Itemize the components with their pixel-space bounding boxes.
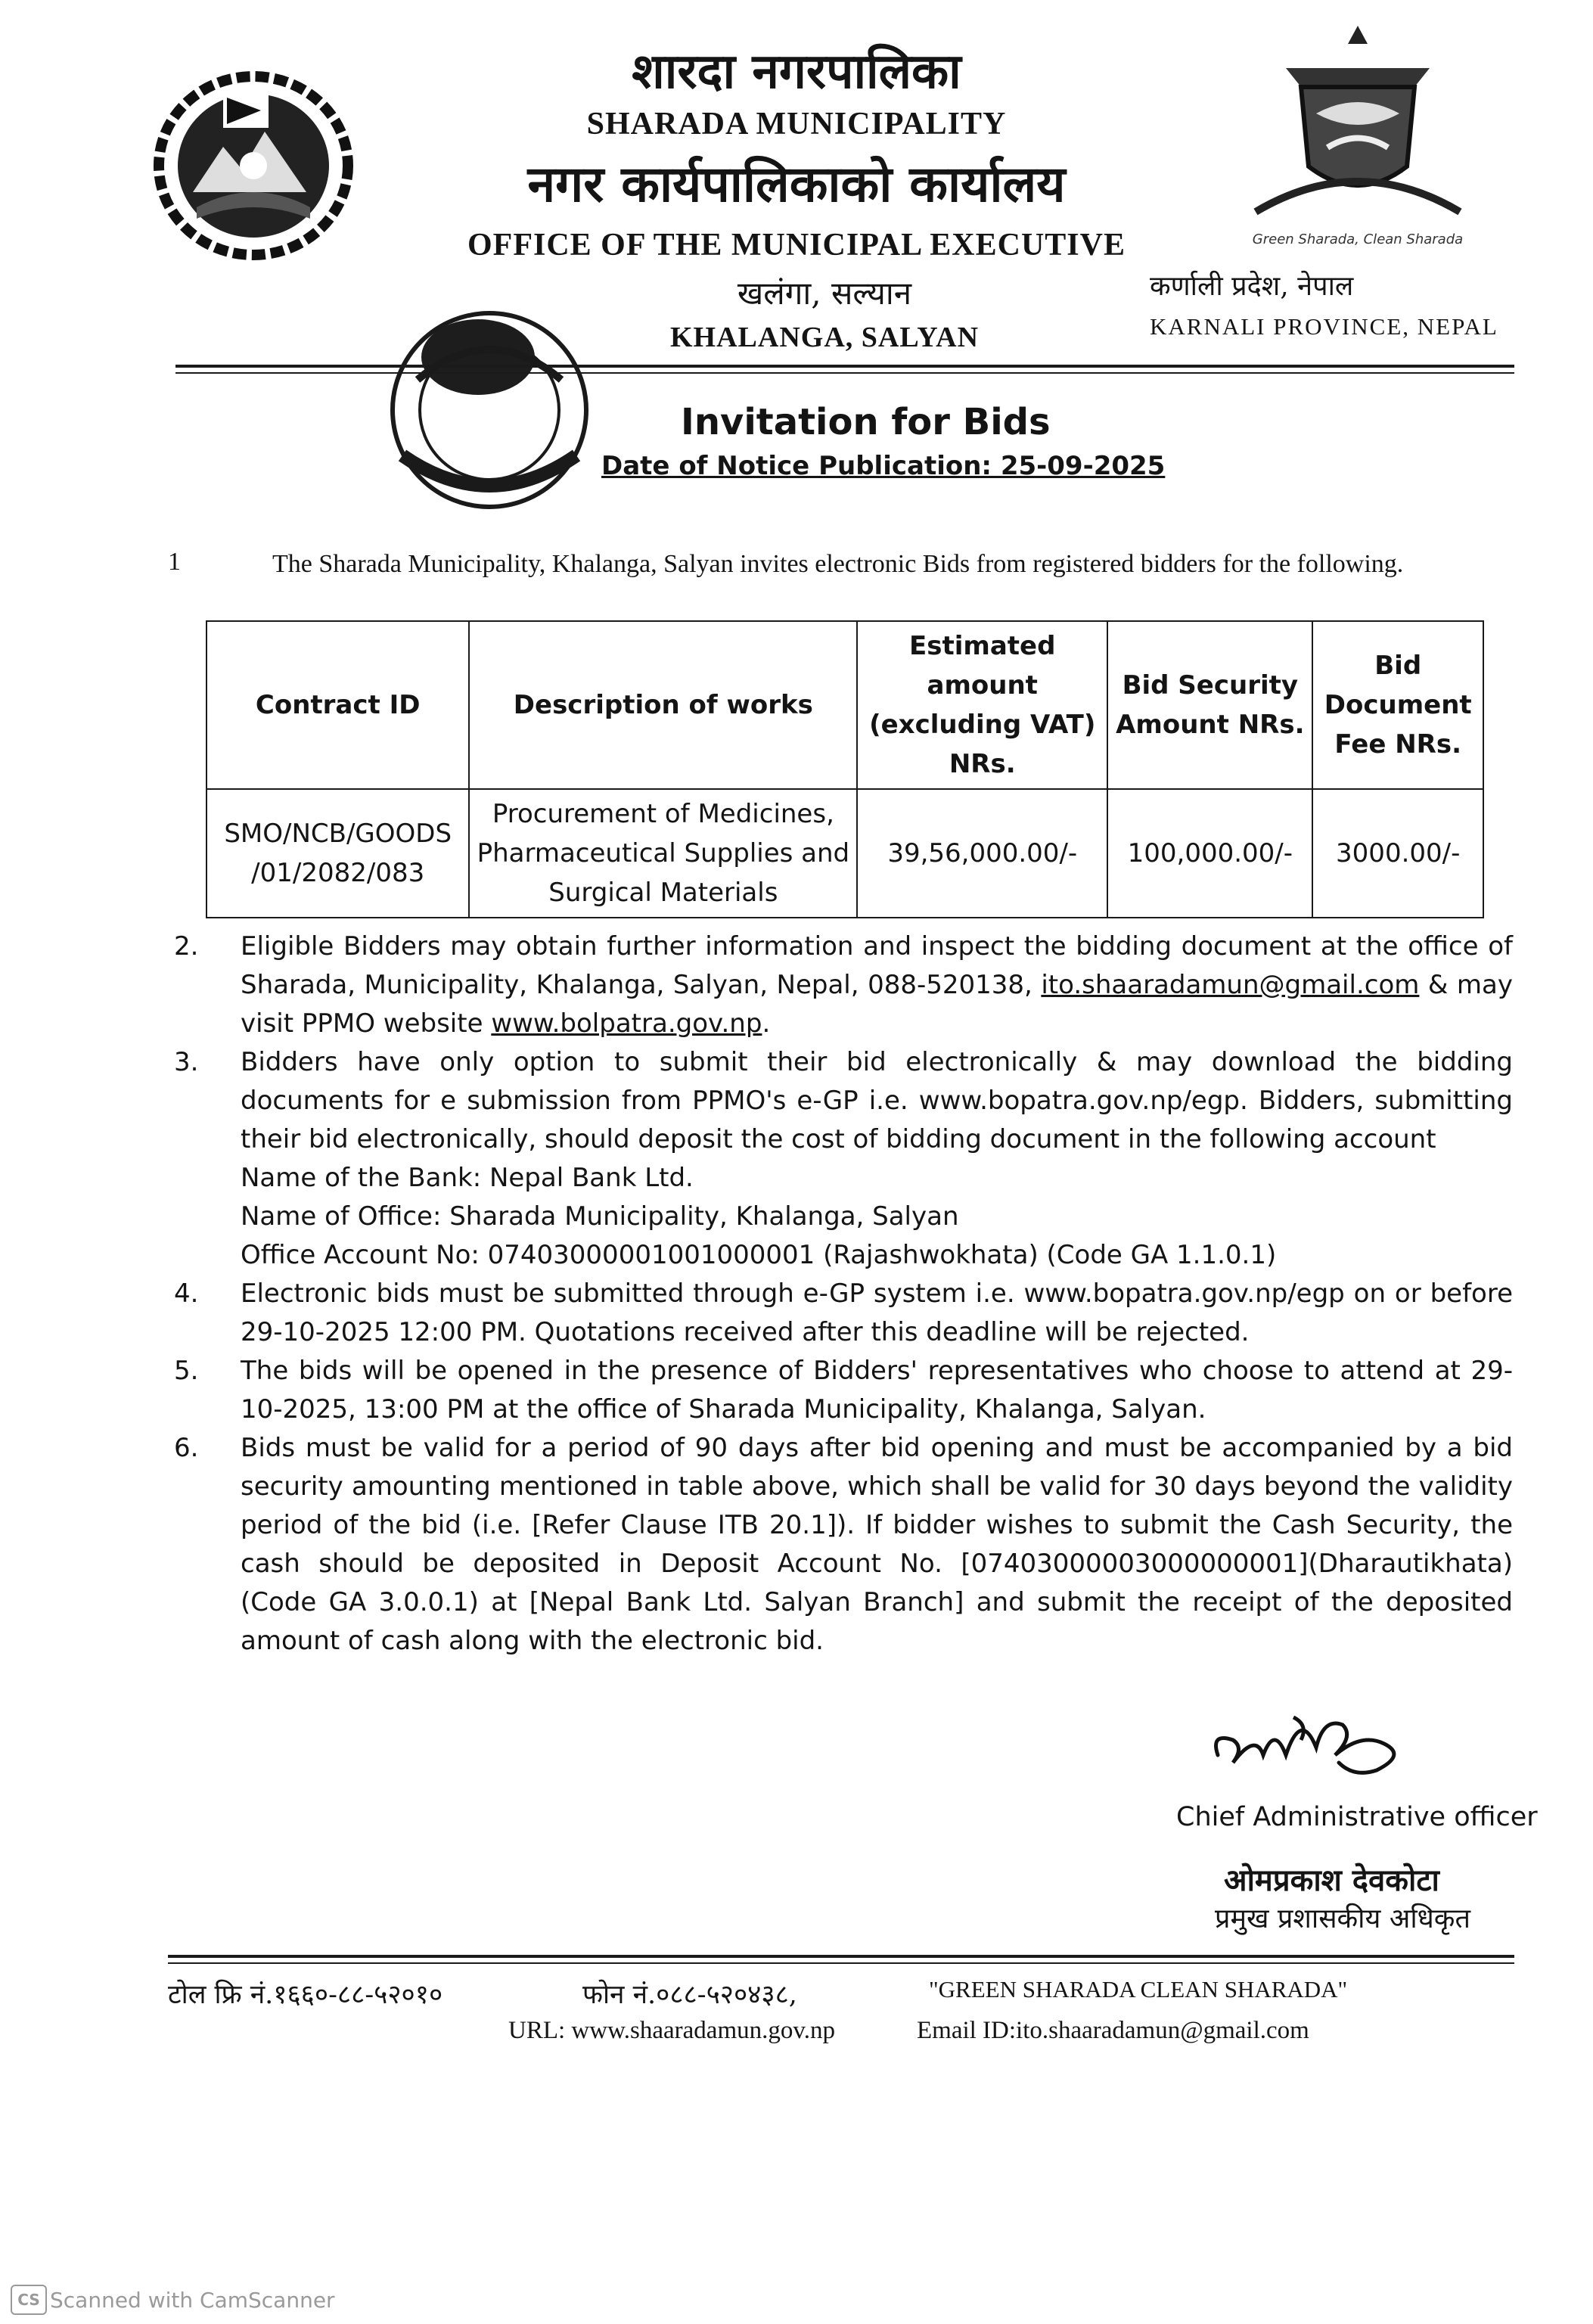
office-phone: फोन नं.०८८-५२०४३८, [582, 1980, 797, 2010]
office-name: Name of Office: Sharada Municipality, Khalanga, Salyan [241, 1201, 959, 1232]
list-item-text: Electronic bids must be submitted through e-GP system i.e. www.bopatra.gov.np/egp on or before 29-10-2025 12:00 PM. Quotations received after this deadline will be rejected. [241, 1279, 1513, 1347]
handwritten-signature-icon [1203, 1702, 1430, 1793]
para-1-text: The Sharada Municipality, Khalanga, Salyan invites electronic Bids from registered bidders for the following. [272, 550, 1404, 578]
signatory-title-nepali: प्रमुख प्रशासकीय अधिकृत [1215, 1903, 1470, 1934]
list-item-number: 6. [174, 1433, 199, 1463]
ppmo-website-link[interactable]: www.bolpatra.gov.np [491, 1008, 762, 1039]
cell-contract-id: SMO/NCB/GOODS /01/2082/083 [206, 789, 469, 918]
province-nepali: कर्णाली प्रदेश, नेपाल [1150, 271, 1354, 302]
signatory-name-nepali: ओमप्रकाश देवकोटा [1224, 1863, 1439, 1898]
municipality-name-english: SHARADA MUNICIPALITY [586, 107, 1007, 141]
table-row [206, 789, 1483, 918]
col-header-description: Description of works [469, 621, 857, 789]
list-item-number: 2. [174, 931, 199, 962]
footer-url[interactable]: URL: www.shaaradamun.gov.np [508, 2017, 835, 2044]
list-item [174, 1043, 1513, 1275]
header-divider-bottom [175, 372, 1514, 374]
footer-divider-top [168, 1955, 1514, 1958]
cell-estimated-amount: 39,56,000.00/- [857, 789, 1107, 918]
clause-3-text: Bidders have only option to submit their bid electronically & may download the bidding documents for e submission from PPMO's e-GP i.e. www.bopatra.gov.np/egp. Bidders, submitting their bid electronically, should deposit the cost of bidding document in the following account [241, 1047, 1513, 1154]
header-divider-top [175, 365, 1514, 368]
col-header-document-fee: Bid Document Fee NRs. [1312, 621, 1483, 789]
signatory-title: Chief Administrative officer [1176, 1802, 1538, 1832]
footer-divider-bottom [168, 1962, 1514, 1964]
col-header-bid-security: Bid Security Amount NRs. [1107, 621, 1312, 789]
clause-2-text-a: Eligible Bidders may obtain further information and inspect the bidding document at the office of Sharada, Municipality, Khalanga, Salyan, Nepal, 088-520138, [241, 931, 1513, 1000]
footer-slogan: "GREEN SHARADA CLEAN SHARADA" [929, 1976, 1348, 2002]
notice-title: Invitation for Bids [681, 401, 1051, 443]
list-item [174, 1352, 1513, 1429]
province-english: KARNALI PROVINCE, NEPAL [1150, 313, 1498, 340]
camscanner-watermark: Scanned with CamScanner [50, 2288, 335, 2313]
contact-email-link[interactable]: ito.shaaradamun@gmail.com [1041, 970, 1420, 1000]
office-name-nepali: नगर कार्यपालिकाको कार्यालय [527, 154, 1066, 213]
col-header-contract-id: Contract ID [206, 621, 469, 789]
numbered-clauses [174, 927, 1513, 1661]
list-item-text: Bids must be valid for a period of 90 days after bid opening and must be accompanied by a bid security amounting mentioned in table above, which shall be valid for 30 days beyond the validity period of the bid (i.e. [Refer Clause ITB 20.1]). If bidder wishes to submit the Cash Security, the cash should be deposited in Deposit Account No. [07403000003000000001](Dharautikhata) (Code GA 3.0.0.1) at [Nepal Bank Ltd. Salyan Branch] and submit the receipt of the deposited amount of cash along with the electronic bid. [241, 1433, 1513, 1656]
bank-name: Name of the Bank: Nepal Bank Ltd. [241, 1163, 694, 1193]
clause-2-text-c: . [762, 1008, 771, 1039]
office-account: Office Account No: 07403000001001000001 (Rajashwokhata) (Code GA 1.1.0.1) [241, 1240, 1277, 1270]
notice-publication-date: Date of Notice Publication: 25-09-2025 [601, 451, 1166, 481]
office-stamp-icon [372, 297, 607, 524]
list-item [174, 1275, 1513, 1352]
table-header-row [206, 621, 1483, 789]
municipality-name-nepali: शारदा नगरपालिका [632, 43, 961, 100]
cell-document-fee: 3000.00/- [1312, 789, 1483, 918]
list-item-number: 4. [174, 1279, 199, 1309]
location-english: KHALANGA, SALYAN [669, 322, 980, 353]
list-item-text [241, 927, 1513, 1043]
svg-text:Green Sharada, Clean Sharada: Green Sharada, Clean Sharada [1252, 231, 1464, 247]
office-name-english: OFFICE OF THE MUNICIPAL EXECUTIVE [467, 228, 1126, 263]
col-header-estimated-amount: Estimated amount (excluding VAT) NRs. [857, 621, 1107, 789]
para-1-number: 1 [168, 548, 181, 576]
list-item-number: 3. [174, 1047, 199, 1077]
list-item-text [241, 1043, 1513, 1275]
footer-email[interactable]: Email ID:ito.shaaradamun@gmail.com [917, 2017, 1309, 2044]
location-nepali: खलंगा, सल्यान [737, 275, 912, 312]
list-item-number: 5. [174, 1356, 199, 1386]
toll-free-number: टोल फ्रि नं.१६६०-८८-५२०१० [168, 1980, 443, 2010]
clause-2-text-b: & may visit PPMO website [241, 970, 1513, 1039]
list-item [174, 927, 1513, 1043]
cell-description: Procurement of Medicines, Pharmaceutical Supplies and Surgical Materials [469, 789, 857, 918]
list-item-text: The bids will be opened in the presence of Bidders' representatives who choose to attend at 29-10-2025, 13:00 PM at the office of Sharada Municipality, Khalanga, Salyan. [241, 1356, 1513, 1425]
bids-table [206, 620, 1484, 918]
cell-bid-security: 100,000.00/- [1107, 789, 1312, 918]
list-item [174, 1429, 1513, 1661]
camscanner-icon: CS [11, 2285, 47, 2315]
